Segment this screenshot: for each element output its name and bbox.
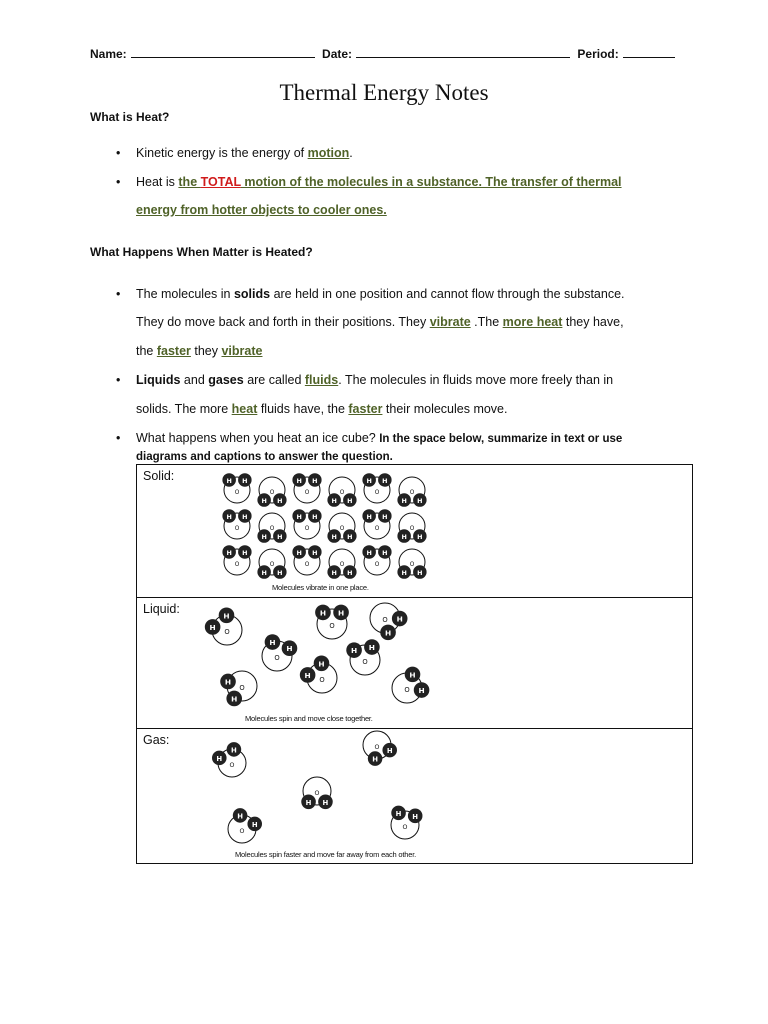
water-molecule bbox=[262, 634, 297, 671]
bullet-marker: • bbox=[116, 287, 121, 301]
oxygen-atom: O bbox=[329, 622, 335, 630]
water-molecule bbox=[222, 509, 251, 539]
bullet-marker: • bbox=[116, 373, 121, 387]
svg-text:H: H bbox=[382, 512, 388, 521]
answer-motion: motion bbox=[307, 146, 350, 160]
svg-text:H: H bbox=[226, 548, 232, 557]
oxygen-atom: O bbox=[319, 676, 325, 684]
water-molecule bbox=[370, 603, 407, 640]
svg-text:H: H bbox=[231, 746, 237, 755]
term-solids: solids bbox=[233, 287, 271, 301]
water-molecule bbox=[257, 477, 286, 507]
svg-text:H: H bbox=[223, 611, 230, 621]
answer-faster-2: faster bbox=[348, 402, 383, 416]
water-molecule bbox=[327, 549, 356, 579]
heat-definition-line-1 bbox=[136, 175, 622, 189]
water-molecule bbox=[292, 545, 321, 575]
solid-box bbox=[136, 464, 693, 598]
svg-text:H: H bbox=[296, 476, 302, 485]
svg-text:H: H bbox=[277, 533, 283, 542]
svg-text:H: H bbox=[386, 747, 393, 756]
svg-text:H: H bbox=[401, 497, 407, 506]
kinetic-energy-line bbox=[136, 146, 353, 160]
svg-text:H: H bbox=[417, 533, 423, 542]
svg-text:H: H bbox=[277, 569, 283, 578]
text: . bbox=[349, 146, 353, 160]
water-molecule bbox=[362, 509, 391, 539]
gas-caption: Molecules spin faster and move far away from each other. bbox=[235, 850, 416, 859]
answer-fluids: fluids bbox=[304, 373, 339, 387]
liquid-box bbox=[136, 597, 693, 729]
answer-vibrate: vibrate bbox=[429, 315, 471, 329]
text: their molecules move. bbox=[382, 402, 508, 416]
icecube-line-2 bbox=[136, 449, 393, 463]
water-molecule bbox=[257, 513, 286, 543]
solid-label: Solid: bbox=[143, 469, 175, 483]
svg-text:H: H bbox=[319, 608, 327, 618]
oxygen-atom: O bbox=[382, 616, 388, 624]
svg-text:H: H bbox=[226, 476, 232, 485]
date-blank[interactable] bbox=[356, 46, 570, 58]
oxygen-atom: O bbox=[234, 526, 240, 532]
page-title: Thermal Energy Notes bbox=[279, 80, 489, 105]
heading-matter-heated: What Happens When Matter is Heated? bbox=[90, 245, 313, 259]
svg-text:H: H bbox=[231, 694, 238, 704]
svg-text:H: H bbox=[347, 533, 353, 542]
answer-motion-of-molecules: motion of the molecules in a substance. The transfer of thermal bbox=[240, 175, 622, 189]
text: they bbox=[190, 344, 222, 358]
answer-energy-transfer: energy from hotter objects to cooler ones. bbox=[136, 203, 387, 217]
svg-text:H: H bbox=[350, 646, 358, 656]
svg-text:H: H bbox=[337, 608, 345, 618]
svg-text:H: H bbox=[261, 497, 267, 506]
oxygen-atom: O bbox=[239, 828, 245, 835]
text: are held in one position and cannot flow through the substance. bbox=[270, 287, 625, 301]
text: They do move back and forth in their positions. They bbox=[136, 315, 430, 329]
text: solids. The more bbox=[136, 402, 232, 416]
svg-text:H: H bbox=[216, 754, 223, 763]
water-molecule bbox=[220, 671, 257, 706]
period-label: Period: bbox=[577, 47, 619, 61]
answer-faster: faster bbox=[156, 344, 191, 358]
svg-text:H: H bbox=[318, 659, 325, 669]
water-molecule bbox=[397, 549, 426, 579]
svg-text:H: H bbox=[347, 569, 353, 578]
oxygen-atom: O bbox=[304, 526, 310, 532]
water-molecule bbox=[362, 473, 391, 503]
answer-total: TOTAL bbox=[200, 175, 241, 189]
svg-text:H: H bbox=[409, 670, 416, 680]
solid-molecules-diagram bbox=[137, 465, 692, 597]
answer-more-heat: more heat bbox=[502, 315, 563, 329]
water-molecule bbox=[327, 513, 356, 543]
heading-what-is-heat: What is Heat? bbox=[90, 110, 170, 124]
oxygen-atom: O bbox=[224, 628, 230, 636]
svg-text:H: H bbox=[261, 533, 267, 542]
svg-text:H: H bbox=[384, 628, 392, 638]
answer-the: the bbox=[178, 175, 201, 189]
text: What happens when you heat an ice cube? bbox=[136, 431, 380, 445]
bullet-marker: • bbox=[116, 431, 121, 445]
svg-text:H: H bbox=[305, 798, 312, 807]
name-label: Name: bbox=[90, 47, 127, 61]
instruction-text: In the space below, summarize in text or use bbox=[379, 433, 623, 445]
svg-text:H: H bbox=[226, 512, 232, 521]
svg-text:H: H bbox=[382, 548, 388, 557]
water-molecule bbox=[222, 545, 251, 575]
water-molecule bbox=[362, 545, 391, 575]
fluids-line-1 bbox=[136, 373, 613, 387]
fluids-line-2 bbox=[136, 402, 508, 416]
oxygen-atom: O bbox=[374, 562, 380, 568]
oxygen-atom: O bbox=[409, 562, 415, 568]
text: they have, bbox=[562, 315, 624, 329]
liquid-molecules-diagram bbox=[137, 598, 692, 728]
svg-text:H: H bbox=[312, 512, 318, 521]
water-molecule bbox=[257, 549, 286, 579]
water-molecule bbox=[392, 667, 429, 703]
oxygen-atom: O bbox=[314, 790, 320, 797]
svg-text:H: H bbox=[417, 569, 423, 578]
oxygen-atom: O bbox=[234, 490, 240, 496]
text: . The molecules in fluids move more freely than in bbox=[338, 373, 614, 387]
svg-text:H: H bbox=[277, 497, 283, 506]
svg-text:H: H bbox=[304, 670, 311, 680]
water-molecule bbox=[212, 742, 246, 777]
oxygen-atom: O bbox=[374, 744, 380, 751]
svg-text:H: H bbox=[237, 812, 243, 821]
svg-text:H: H bbox=[368, 643, 376, 653]
svg-text:H: H bbox=[331, 569, 337, 578]
svg-text:H: H bbox=[417, 497, 423, 506]
text: fluids have, the bbox=[257, 402, 349, 416]
svg-text:H: H bbox=[224, 677, 232, 687]
oxygen-atom: O bbox=[374, 526, 380, 532]
water-molecule bbox=[397, 513, 426, 543]
text: The molecules in bbox=[136, 287, 234, 301]
text: are called bbox=[243, 373, 305, 387]
bullet-marker: • bbox=[116, 175, 121, 189]
liquid-caption: Molecules spin and move close together. bbox=[245, 714, 373, 723]
svg-text:H: H bbox=[395, 809, 402, 818]
oxygen-atom: O bbox=[374, 490, 380, 496]
oxygen-atom: O bbox=[339, 562, 345, 568]
text: and bbox=[180, 373, 209, 387]
svg-text:H: H bbox=[418, 686, 425, 696]
water-molecule bbox=[301, 777, 332, 809]
liquid-label: Liquid: bbox=[143, 602, 180, 616]
text: .The bbox=[470, 315, 503, 329]
period-blank[interactable] bbox=[623, 46, 675, 58]
oxygen-atom: O bbox=[339, 490, 345, 496]
svg-text:H: H bbox=[331, 533, 337, 542]
oxygen-atom: O bbox=[304, 562, 310, 568]
solids-line-2 bbox=[136, 315, 624, 329]
oxygen-atom: O bbox=[402, 824, 408, 831]
oxygen-atom: O bbox=[409, 526, 415, 532]
icecube-line-1 bbox=[136, 431, 622, 445]
answer-heat: heat bbox=[231, 402, 258, 416]
water-molecule bbox=[205, 608, 242, 645]
date-label: Date: bbox=[322, 47, 353, 61]
gas-box bbox=[136, 728, 693, 864]
oxygen-atom: O bbox=[404, 686, 410, 694]
text: Heat is bbox=[136, 175, 179, 189]
svg-text:H: H bbox=[269, 638, 276, 648]
water-molecule bbox=[397, 477, 426, 507]
oxygen-atom: O bbox=[269, 526, 275, 532]
svg-text:H: H bbox=[242, 512, 248, 521]
svg-text:H: H bbox=[372, 755, 378, 764]
svg-text:H: H bbox=[261, 569, 267, 578]
water-molecule bbox=[300, 656, 337, 693]
svg-text:H: H bbox=[312, 476, 318, 485]
svg-text:H: H bbox=[296, 512, 302, 521]
svg-text:H: H bbox=[296, 548, 302, 557]
svg-text:H: H bbox=[366, 548, 372, 557]
oxygen-atom: O bbox=[409, 490, 415, 496]
water-molecule bbox=[327, 477, 356, 507]
svg-text:H: H bbox=[242, 476, 248, 485]
oxygen-atom: O bbox=[339, 526, 345, 532]
water-molecule bbox=[292, 509, 321, 539]
solids-line-3 bbox=[136, 344, 262, 358]
water-molecule bbox=[315, 605, 349, 639]
svg-text:H: H bbox=[366, 476, 372, 485]
svg-text:H: H bbox=[251, 820, 258, 829]
oxygen-atom: O bbox=[362, 658, 368, 666]
water-molecule bbox=[363, 731, 397, 766]
header-fields bbox=[90, 46, 690, 61]
svg-text:H: H bbox=[401, 569, 407, 578]
oxygen-atom: O bbox=[269, 562, 275, 568]
text: the bbox=[136, 344, 157, 358]
water-molecule bbox=[292, 473, 321, 503]
water-molecule bbox=[391, 806, 422, 839]
svg-text:H: H bbox=[209, 622, 216, 632]
term-liquids: Liquids bbox=[136, 373, 181, 387]
svg-text:H: H bbox=[312, 548, 318, 557]
oxygen-atom: O bbox=[234, 562, 240, 568]
svg-text:H: H bbox=[382, 476, 388, 485]
oxygen-atom: O bbox=[229, 762, 235, 769]
heat-definition-line-2 bbox=[136, 203, 387, 217]
term-gases: gases bbox=[208, 373, 244, 387]
oxygen-atom: O bbox=[269, 490, 275, 496]
bullet-marker: • bbox=[116, 146, 121, 160]
svg-text:H: H bbox=[401, 533, 407, 542]
svg-text:H: H bbox=[242, 548, 248, 557]
oxygen-atom: O bbox=[304, 490, 310, 496]
oxygen-atom: O bbox=[239, 684, 245, 692]
gas-label: Gas: bbox=[143, 733, 170, 747]
svg-text:H: H bbox=[366, 512, 372, 521]
water-molecule bbox=[228, 808, 262, 843]
oxygen-atom: O bbox=[274, 654, 280, 662]
water-molecule bbox=[346, 639, 380, 675]
answer-vibrate-2: vibrate bbox=[221, 344, 263, 358]
name-blank[interactable] bbox=[131, 46, 315, 58]
svg-text:H: H bbox=[331, 497, 337, 506]
water-molecule bbox=[222, 473, 251, 503]
solids-line-1 bbox=[136, 287, 625, 301]
svg-text:H: H bbox=[286, 644, 293, 654]
instruction-text: diagrams and captions to answer the question. bbox=[136, 451, 393, 463]
svg-text:H: H bbox=[322, 798, 329, 807]
svg-text:H: H bbox=[396, 614, 403, 624]
svg-text:H: H bbox=[412, 812, 419, 821]
text: Kinetic energy is the energy of bbox=[136, 146, 308, 160]
svg-text:H: H bbox=[347, 497, 353, 506]
solid-caption: Molecules vibrate in one place. bbox=[272, 583, 369, 592]
gas-molecules-diagram bbox=[137, 729, 692, 863]
